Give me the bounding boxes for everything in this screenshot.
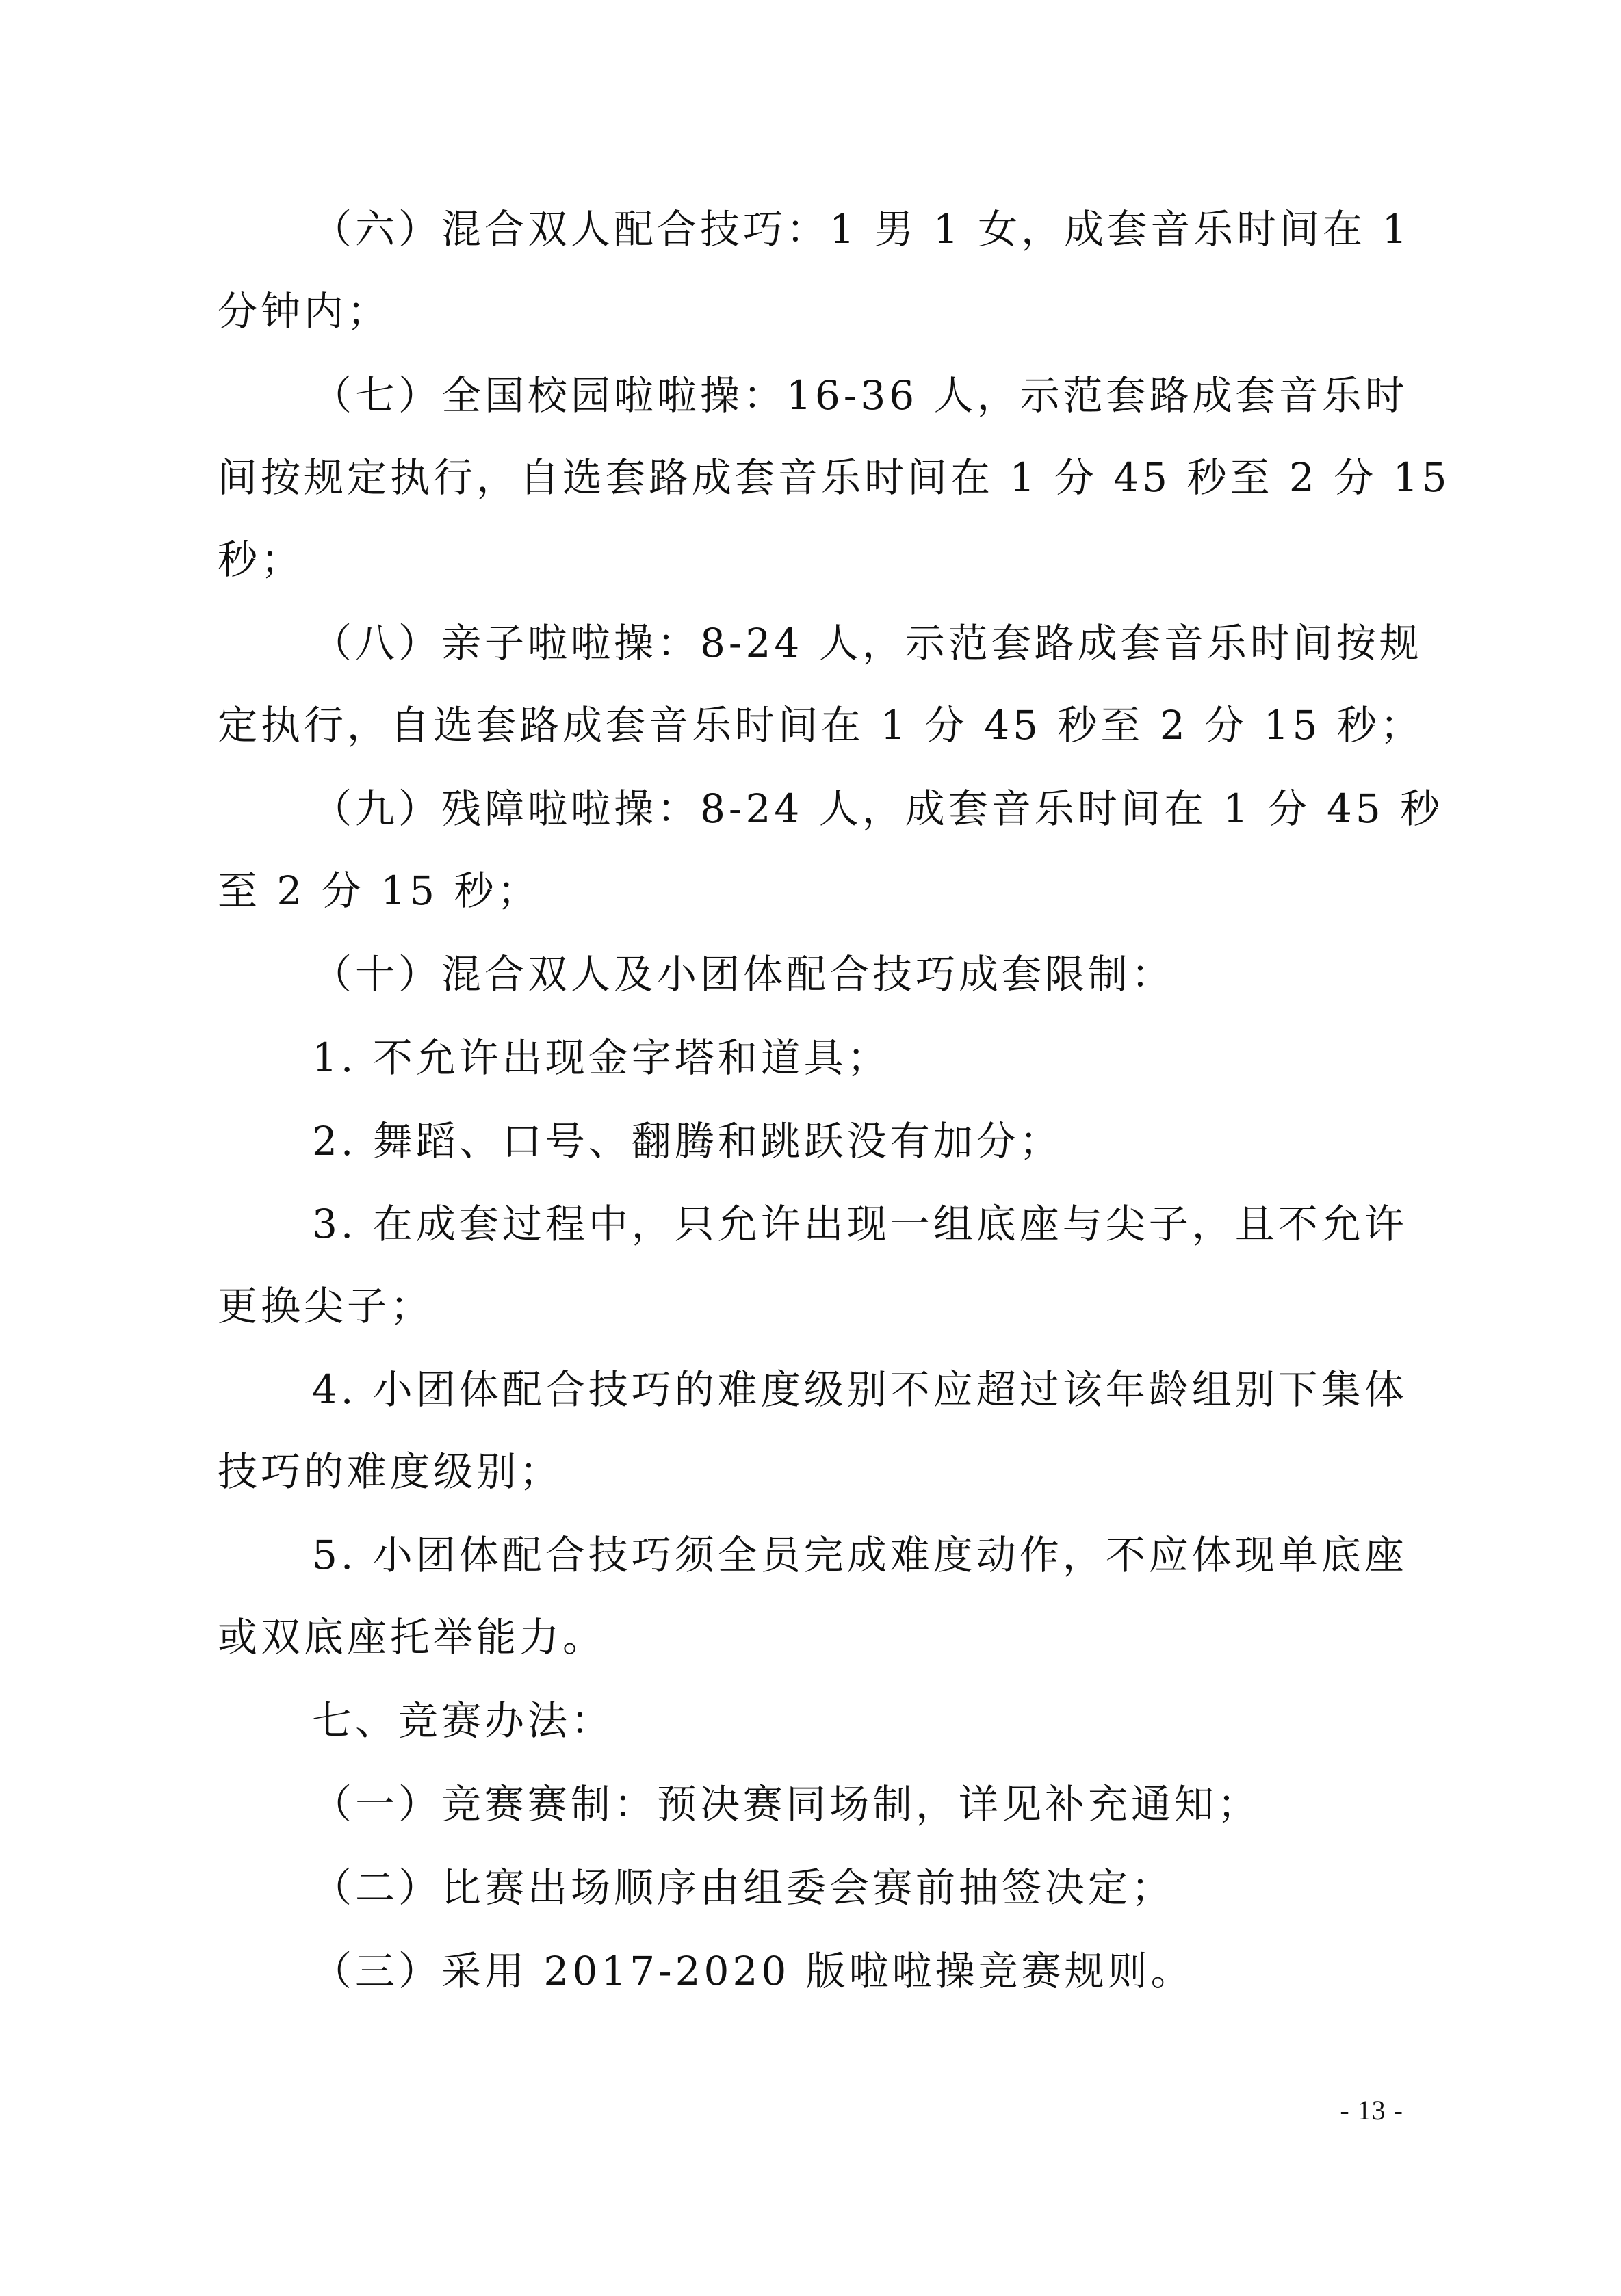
paragraph-line: （六）混合双人配合技巧：1 男 1 女，成套音乐时间在 1 <box>312 206 1411 252</box>
paragraph-line: 更换尖子； <box>218 1283 434 1329</box>
paragraph-line: （八）亲子啦啦操：8-24 人，示范套路成套音乐时间按规 <box>312 620 1423 666</box>
paragraph-line: 4. 小团体配合技巧的难度级别不应超过该年龄组别下集体 <box>312 1366 1408 1413</box>
paragraph-line: 2. 舞蹈、口号、翻腾和跳跃没有加分； <box>312 1118 1063 1164</box>
paragraph-line: 5. 小团体配合技巧须全员完成难度动作，不应体现单底座 <box>312 1532 1408 1578</box>
paragraph-line: 间按规定执行，自选套路成套音乐时间在 1 分 45 秒至 2 分 15 <box>218 454 1451 501</box>
section-heading: 七、竞赛办法： <box>312 1697 614 1744</box>
paragraph-line: 定执行，自选套路成套音乐时间在 1 分 45 秒至 2 分 15 秒； <box>218 702 1423 748</box>
paragraph-line: （九）残障啦啦操：8-24 人，成套音乐时间在 1 分 45 秒 <box>312 785 1444 832</box>
paragraph-line: （十）混合双人及小团体配合技巧成套限制： <box>312 951 1175 997</box>
paragraph-line: 秒； <box>218 536 304 583</box>
page-number: - 13 - <box>1340 2095 1403 2126</box>
paragraph-line: （二）比赛出场顺序由组委会赛前抽签决定； <box>312 1864 1175 1911</box>
paragraph-line: 技巧的难度级别； <box>218 1448 563 1495</box>
paragraph-line: （一）竞赛赛制：预决赛同场制，详见补充通知； <box>312 1781 1261 1827</box>
paragraph-line: 3. 在成套过程中，只允许出现一组底座与尖子，且不允许 <box>312 1201 1408 1247</box>
paragraph-line: 分钟内； <box>218 288 391 335</box>
paragraph-line: 或双底座托举能力。 <box>218 1614 606 1660</box>
paragraph-line: 至 2 分 15 秒； <box>218 867 541 914</box>
paragraph-line: （七）全国校园啦啦操：16-36 人，示范套路成套音乐时 <box>312 372 1408 419</box>
paragraph-line: （三）采用 2017-2020 版啦啦操竞赛规则。 <box>312 1948 1194 1994</box>
paragraph-line: 1. 不允许出现金字塔和道具； <box>312 1034 890 1081</box>
